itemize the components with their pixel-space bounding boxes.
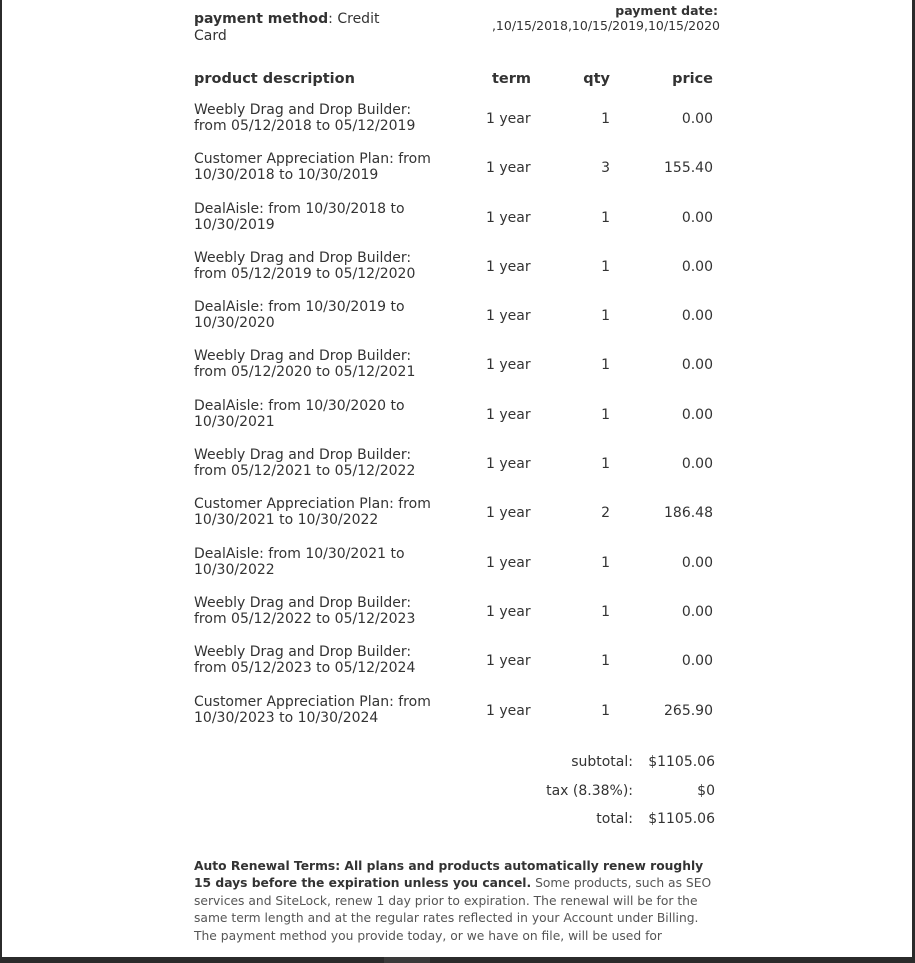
item-qty: 1 <box>601 357 610 374</box>
item-price: 0.00 <box>681 406 713 423</box>
item-qty: 1 <box>601 308 610 325</box>
item-description: Weebly Drag and Drop Builder: from 05/12/2019 to 05/12/2020 <box>194 249 416 282</box>
item-term: 1 year <box>486 653 531 670</box>
table-row <box>194 636 724 685</box>
receipt-page <box>2 0 912 957</box>
tax-label: tax (8.38%): <box>546 782 633 799</box>
table-row <box>194 538 724 587</box>
item-description: DealAisle: from 10/30/2018 to 10/30/2019 <box>194 200 405 233</box>
item-term: 1 year <box>486 603 531 620</box>
item-term: 1 year <box>486 160 531 177</box>
item-qty: 3 <box>601 160 610 177</box>
item-price: 186.48 <box>664 505 713 522</box>
payment-date-value: ,10/15/2018,10/15/2019,10/15/2020 <box>491 18 720 33</box>
item-term: 1 year <box>486 505 531 522</box>
table-row <box>194 439 724 488</box>
item-description: Weebly Drag and Drop Builder: from 05/12/2022 to 05/12/2023 <box>194 594 416 627</box>
payment-method <box>194 11 409 45</box>
payment-date-label: payment date: <box>615 3 718 18</box>
item-price: 0.00 <box>681 456 713 473</box>
item-term: 1 year <box>486 209 531 226</box>
item-term: 1 year <box>486 357 531 374</box>
item-qty: 1 <box>601 554 610 571</box>
payment-method-label: payment method <box>194 11 329 27</box>
item-term: 1 year <box>486 702 531 719</box>
item-price: 0.00 <box>681 603 713 620</box>
window-bottom-edge <box>0 957 915 963</box>
item-price: 265.90 <box>664 702 713 719</box>
column-header-qty: qty <box>583 71 610 87</box>
item-price: 0.00 <box>681 111 713 127</box>
item-qty: 1 <box>601 653 610 670</box>
total-label: total: <box>596 811 633 828</box>
table-row <box>194 143 724 192</box>
column-header-term: term <box>491 71 531 87</box>
table-row <box>194 686 724 735</box>
item-qty: 1 <box>601 258 610 275</box>
column-header-price: price <box>672 71 713 87</box>
table-row <box>194 488 724 537</box>
auto-renewal-terms-heading: Auto Renewal Terms: All plans and products automatically renew roughly 15 days before the expiration unless you cancel. <box>194 859 704 891</box>
item-description: Weebly Drag and Drop Builder: from 05/12/2023 to 05/12/2024 <box>194 644 416 677</box>
table-row <box>194 291 724 340</box>
subtotal-label: subtotal: <box>571 754 633 770</box>
item-description: Weebly Drag and Drop Builder: from 05/12/2018 to 05/12/2019 <box>194 102 416 134</box>
item-description: Customer Appreciation Plan: from 10/30/2021 to 10/30/2022 <box>194 496 431 529</box>
table-row <box>194 340 724 389</box>
scroll-indicator <box>384 957 430 963</box>
total-row <box>472 811 715 840</box>
item-description: DealAisle: from 10/30/2019 to 10/30/2020 <box>194 299 405 332</box>
item-qty: 2 <box>601 505 610 522</box>
item-description: DealAisle: from 10/30/2021 to 10/30/2022 <box>194 545 405 578</box>
item-qty: 1 <box>601 603 610 620</box>
item-description: DealAisle: from 10/30/2020 to 10/30/2021 <box>194 397 405 430</box>
item-price: 155.40 <box>664 160 713 177</box>
item-description: Customer Appreciation Plan: from 10/30/2018 to 10/30/2019 <box>194 151 431 184</box>
line-items <box>194 94 724 735</box>
item-price: 0.00 <box>681 653 713 670</box>
tax-row <box>472 783 715 812</box>
table-row <box>194 587 724 636</box>
item-term: 1 year <box>486 456 531 473</box>
column-header-description: product description <box>194 71 355 87</box>
table-row <box>194 242 724 291</box>
subtotal-value: $1105.06 <box>648 754 715 770</box>
item-term: 1 year <box>486 308 531 325</box>
item-term: 1 year <box>486 111 531 127</box>
item-price: 0.00 <box>681 258 713 275</box>
item-description: Weebly Drag and Drop Builder: from 05/12/2020 to 05/12/2021 <box>194 348 416 381</box>
item-term: 1 year <box>486 258 531 275</box>
total-value: $1105.06 <box>648 811 715 828</box>
item-price: 0.00 <box>681 554 713 571</box>
item-price: 0.00 <box>681 209 713 226</box>
table-row <box>194 193 724 242</box>
table-row <box>194 390 724 439</box>
auto-renewal-terms-body: Some products, such as SEO services and SiteLock, renew 1 day prior to expiration. The renewal will be for the same term length and at the regular rates reflected in your Account under Billing. The payment method you provide today, or we have on file, will be used for <box>194 876 712 943</box>
item-qty: 1 <box>601 406 610 423</box>
item-description: Weebly Drag and Drop Builder: from 05/12/2021 to 05/12/2022 <box>194 447 416 480</box>
subtotal-row <box>472 754 715 783</box>
auto-renewal-terms <box>194 858 722 945</box>
payment-method-value: : Credit Card <box>194 11 380 44</box>
item-term: 1 year <box>486 406 531 423</box>
item-qty: 1 <box>601 702 610 719</box>
totals-block <box>472 754 715 840</box>
item-qty: 1 <box>601 111 610 127</box>
item-price: 0.00 <box>681 308 713 325</box>
table-row <box>194 94 724 143</box>
item-qty: 1 <box>601 209 610 226</box>
tax-value: $0 <box>697 782 715 799</box>
item-price: 0.00 <box>681 357 713 374</box>
item-term: 1 year <box>486 554 531 571</box>
item-description: Customer Appreciation Plan: from 10/30/2023 to 10/30/2024 <box>194 693 431 726</box>
item-qty: 1 <box>601 456 610 473</box>
